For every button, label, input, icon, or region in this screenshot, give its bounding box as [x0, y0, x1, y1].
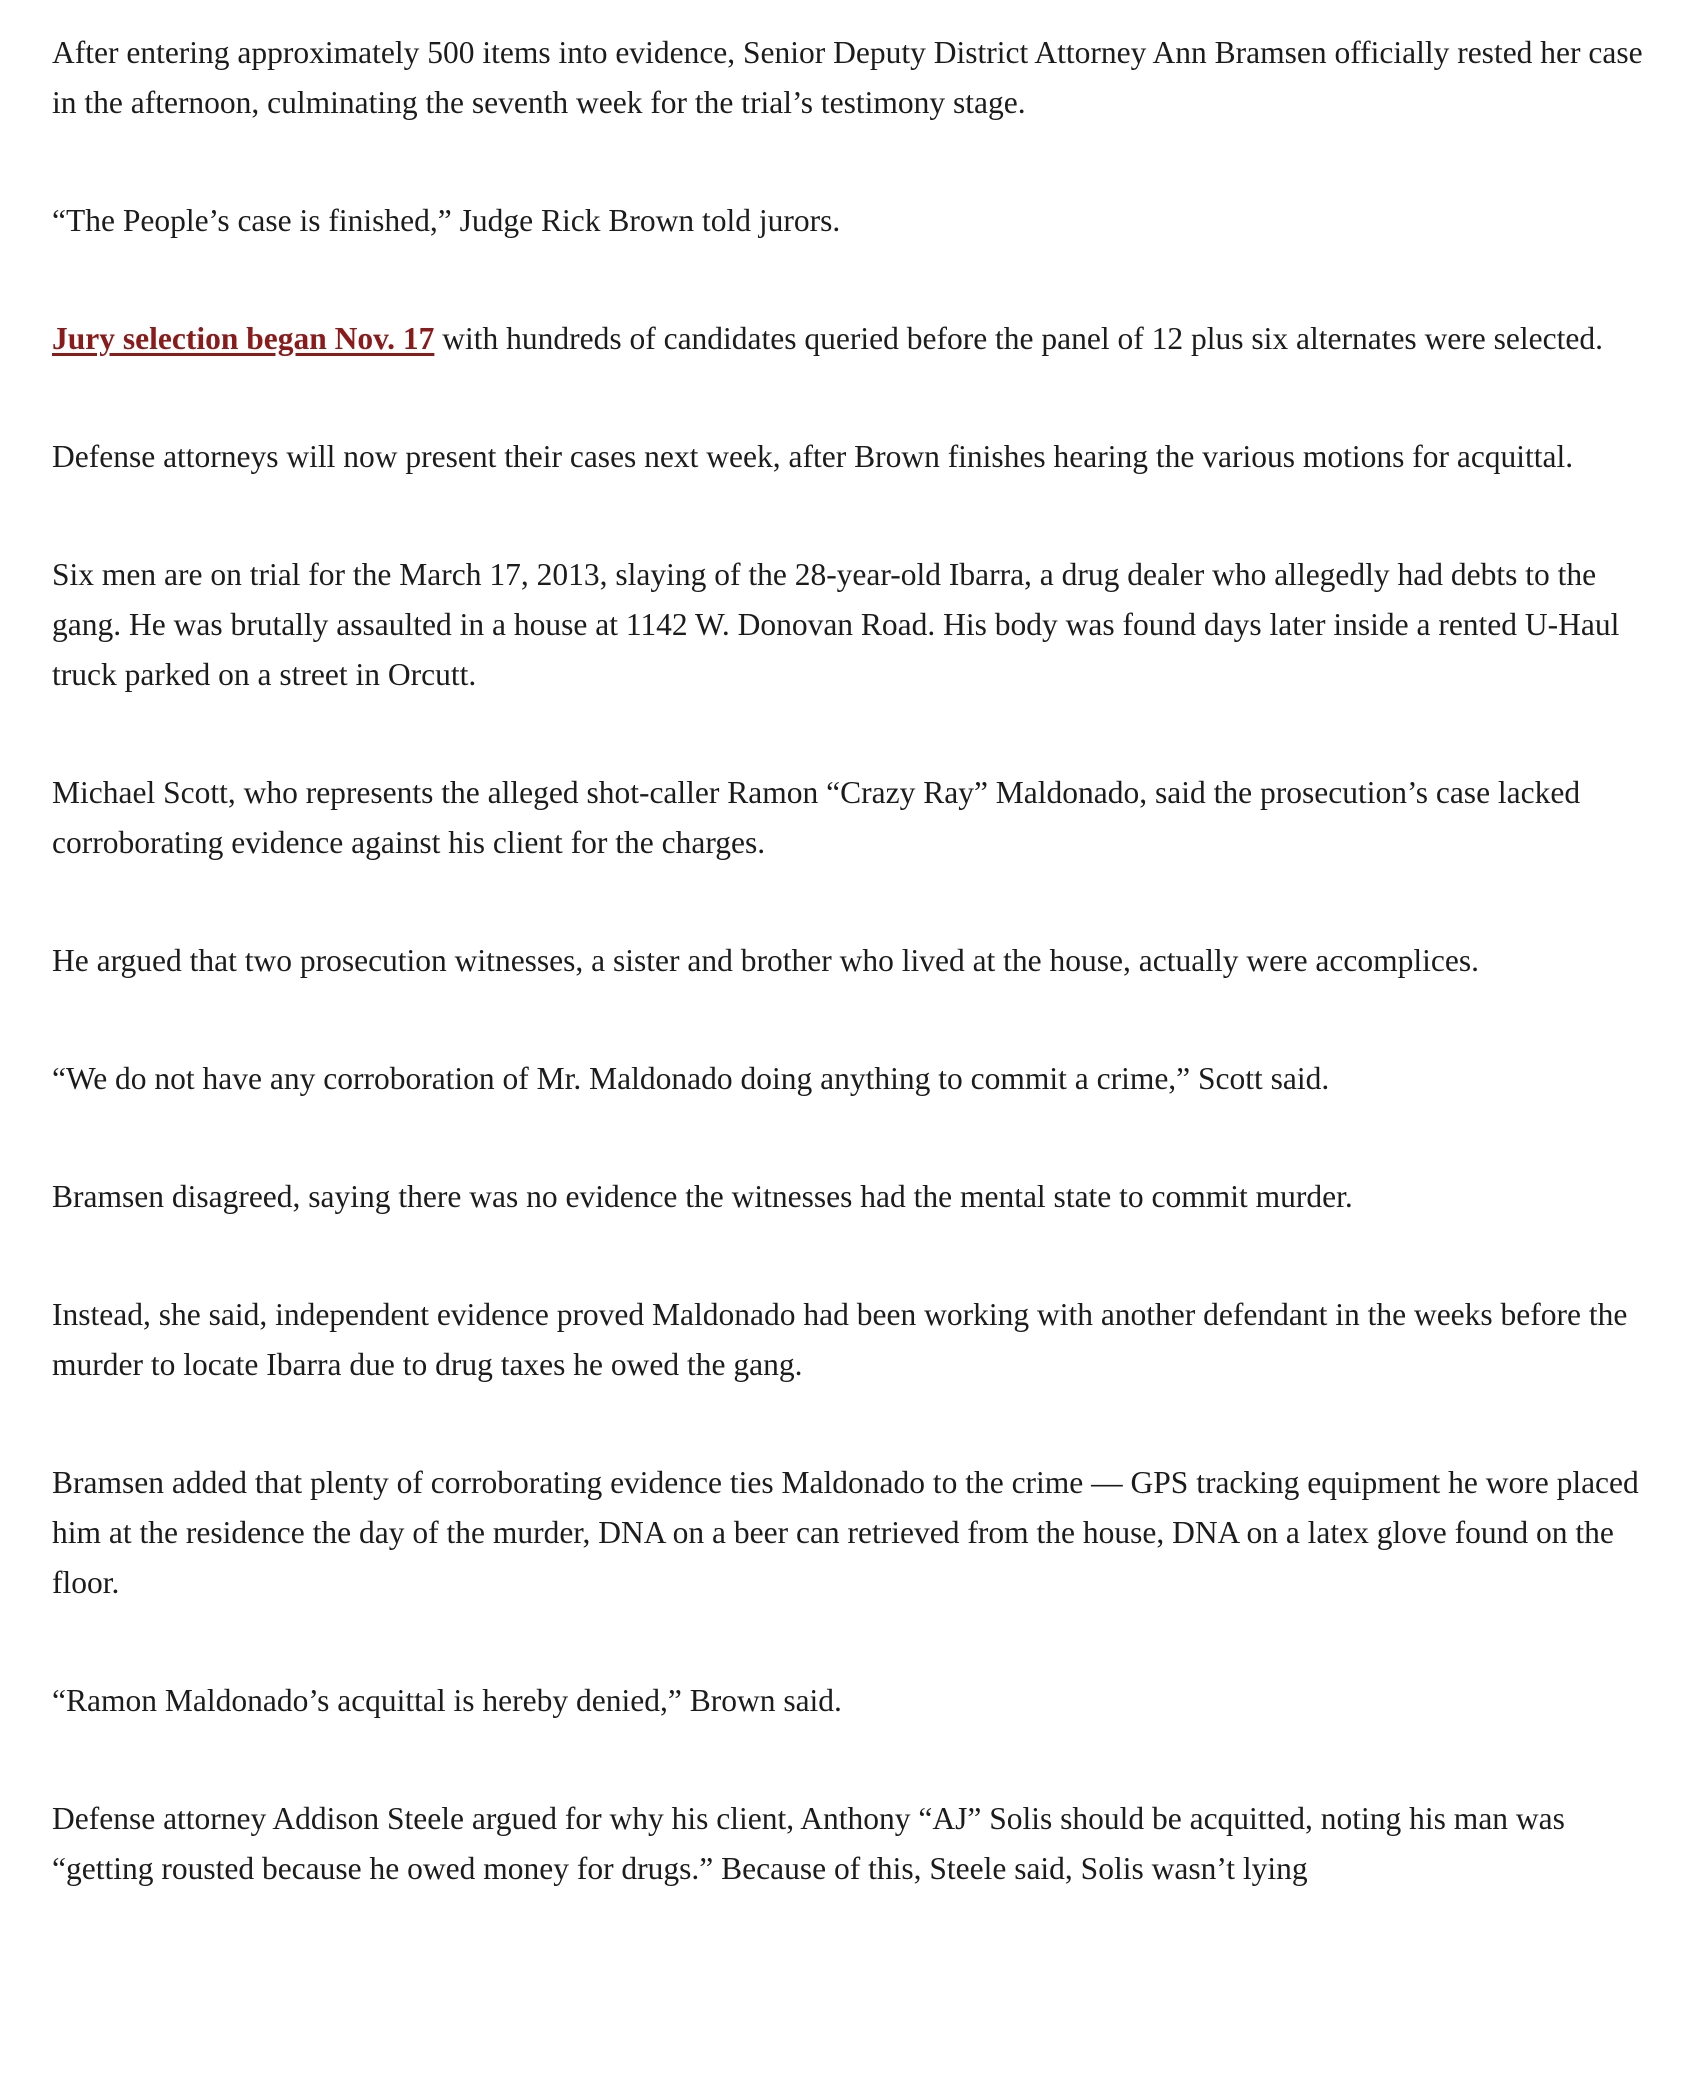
paragraph-bramsen-disagreed: Bramsen disagreed, saying there was no evidence the witnesses had the mental state to commit murder.	[52, 1179, 1353, 1214]
paragraph-independent-evidence: Instead, she said, independent evidence proved Maldonado had been working with another defendant in the weeks before the murder to locate Ibarra due to drug taxes he owed the gang.	[52, 1297, 1628, 1382]
paragraph-defense-next-week: Defense attorneys will now present their cases next week, after Brown finishes hearing the various motions for acquittal.	[52, 439, 1574, 474]
paragraph-witnesses-accomplices: He argued that two prosecution witnesses, a sister and brother who lived at the house, actually were accomplices.	[52, 943, 1479, 978]
paragraph-evidence-rested: After entering approximately 500 items into evidence, Senior Deputy District Attorney Ann Bramsen officially rested her case in the afternoon, culminating the seventh week for the trial’s testimony stage.	[52, 35, 1643, 120]
paragraph-scott-argument: Michael Scott, who represents the alleged shot-caller Ramon “Crazy Ray” Maldonado, said the prosecution’s case lacked corroborating evidence against his client for the charges.	[52, 775, 1581, 860]
paragraph-acquittal-denied: “Ramon Maldonado’s acquittal is hereby denied,” Brown said.	[52, 1683, 842, 1718]
paragraph-steele-argument: Defense attorney Addison Steele argued for why his client, Anthony “AJ” Solis should be acquitted, noting his man was “getting rousted because he owed money for drugs.” Because of this, Steele said, Solis wasn’t lying	[52, 1801, 1565, 1886]
paragraph-jury-selection	[52, 314, 1670, 364]
paragraph-corroborating-evidence: Bramsen added that plenty of corroborating evidence ties Maldonado to the crime — GPS tracking equipment he wore placed him at the residence the day of the murder, DNA on a beer can retrieved from the house, DNA on a latex glove found on the floor.	[52, 1465, 1639, 1600]
paragraph-judge-quote: “The People’s case is finished,” Judge Rick Brown told jurors.	[52, 203, 841, 238]
jury-selection-link[interactable]: Jury selection began Nov. 17	[52, 321, 435, 356]
paragraph-scott-quote: “We do not have any corroboration of Mr. Maldonado doing anything to commit a crime,” Scott said.	[52, 1061, 1330, 1096]
article-body	[52, 28, 1670, 1962]
jury-selection-text: with hundreds of candidates queried before the panel of 12 plus six alternates were selected.	[434, 321, 1603, 356]
paragraph-trial-background: Six men are on trial for the March 17, 2013, slaying of the 28-year-old Ibarra, a drug dealer who allegedly had debts to the gang. He was brutally assaulted in a house at 1142 W. Donovan Road. His body was found days later inside a rented U-Haul truck parked on a street in Orcutt.	[52, 557, 1620, 692]
